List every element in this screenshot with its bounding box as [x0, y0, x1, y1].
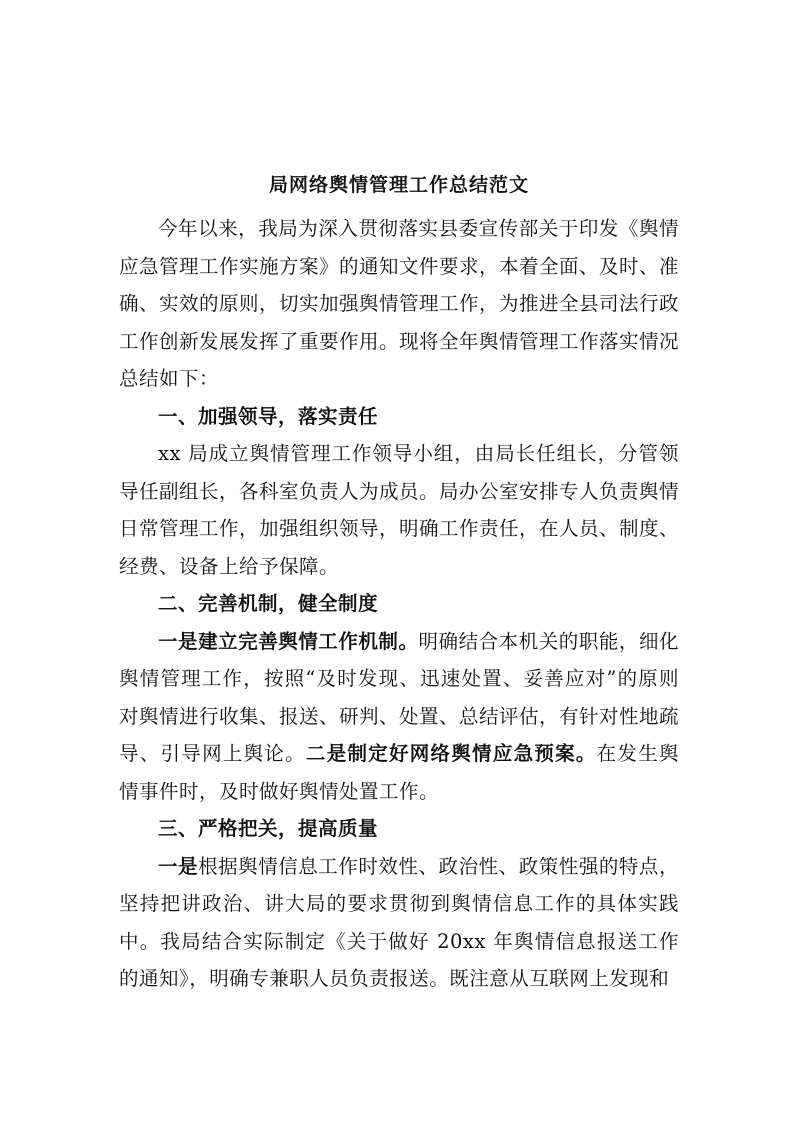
section-3-lead-1: 一是	[158, 854, 199, 878]
intro-paragraph: 今年以来，我局为深入贯彻落实县委宣传部关于印发《舆情应急管理工作实施方案》的通知文件要求，本着全面、及时、准确、实效的原则，切实加强舆情管理工作，为推进全县司法行政工作创新发展发挥了重要作用。现将全年舆情管理工作落实情况总结如下：	[119, 217, 680, 390]
document-body	[119, 170, 679, 998]
section-2-lead-2: 二是制定好网络舆情应急预案。	[305, 742, 597, 765]
section-2-heading: 二、完善机制，健全制度	[158, 592, 379, 615]
section-3-heading: 三、严格把关，提高质量	[158, 817, 379, 840]
section-1-heading: 一、加强领导，落实责任	[158, 404, 379, 428]
section-2-paragraph	[119, 623, 679, 811]
section-2-text-2: 在发生舆情事件时，及时做好舆情处置工作。	[119, 742, 679, 803]
section-2-lead-1: 一是建立完善舆情工作机制。	[158, 629, 419, 653]
section-1-paragraph: xx 局成立舆情管理工作领导小组，由局长任组长，分管领导任副组长，各科室负责人为成员。局办公室安排专人负责舆情日常管理工作，加强组织领导，明确工作责任，在人员、制度、经费、设备上给予保障。	[119, 442, 680, 578]
section-3-text-1: 根据舆情信息工作时效性、政治性、政策性强的特点，坚持把讲政治、讲大局的要求贯彻到舆情信息工作的具体实践中。我局结合实际制定《关于做好 20xx 年舆情信息报送工作的通知》，明确专兼职人员负责报送。既注意从互联网上发现和	[119, 854, 679, 990]
section-3-paragraph	[119, 848, 679, 998]
section-2-text-1: 明确结合本机关的职能，细化舆情管理工作，按照“及时发现、迅速处置、妥善应对”的原则对舆情进行收集、报送、研判、处置、总结评估，有针对性地疏导、引导网上舆论。	[119, 629, 680, 765]
document-title: 局网络舆情管理工作总结范文	[268, 174, 529, 196]
